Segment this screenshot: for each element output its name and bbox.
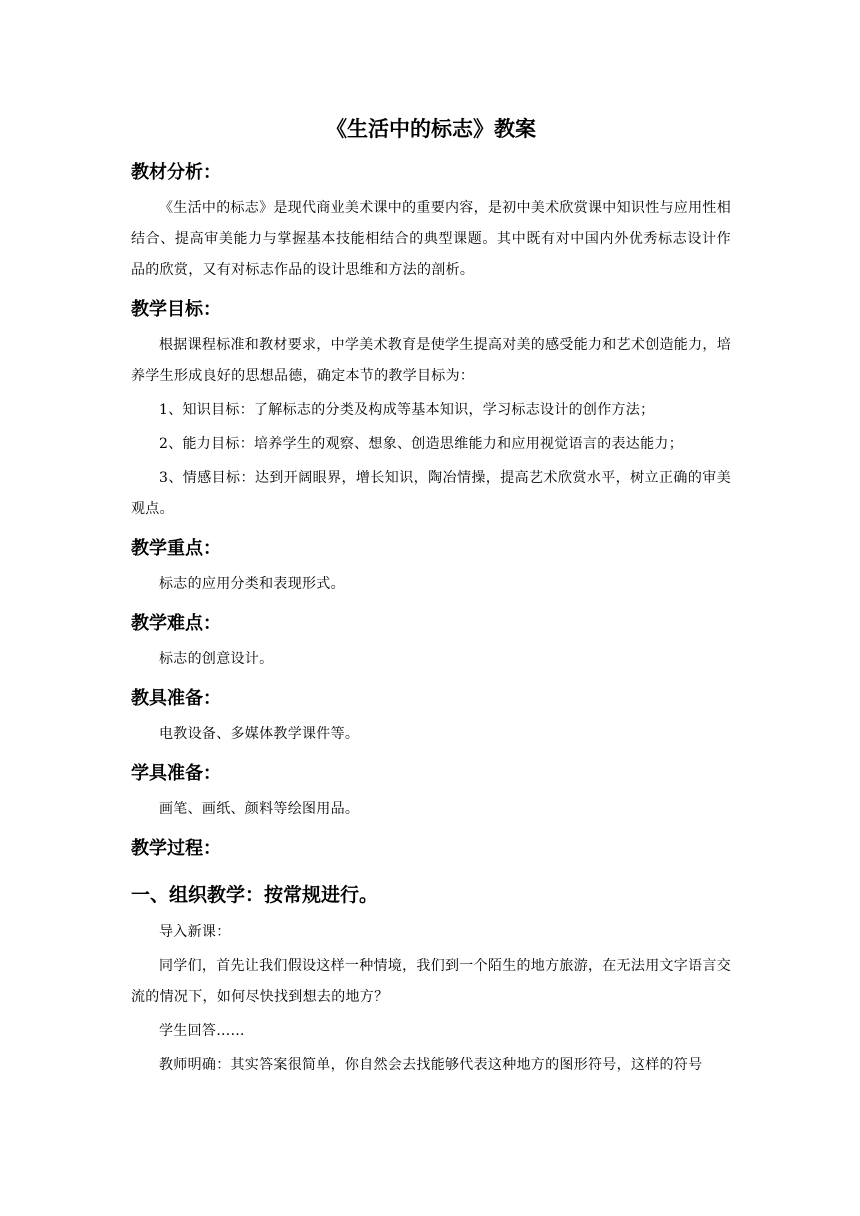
section-teaching-objectives xyxy=(131,290,731,525)
paragraph: 标志的应用分类和表现形式。 xyxy=(159,576,345,592)
paragraph: 画笔、画纸、颜料等绘图用品。 xyxy=(159,801,360,817)
paragraph: 3、情感目标：达到开阔眼界，增长知识，陶冶情操，提高艺术欣赏水平，树立正确的审美观点。 xyxy=(131,470,731,517)
paragraph: 同学们，首先让我们假设这样一种情境，我们到一个陌生的地方旅游，在无法用文字语言交流的情况下，如何尽快找到想去的地方？ xyxy=(131,958,731,1005)
paragraph: 学生回答…… xyxy=(159,1023,245,1039)
section-textbook-analysis xyxy=(131,153,731,286)
paragraph: 根据课程标准和教材要求，中学美术教育是使学生提高对美的感受能力和艺术创造能力，培养学生形成良好的思想品德，确定本节的教学目标为： xyxy=(131,337,731,384)
section-teaching-process xyxy=(131,829,731,869)
section-teaching-difficulty xyxy=(131,604,731,675)
paragraph: 教师明确：其实答案很简单，你自然会去找能够代表这种地方的图形符号，这样的符号 xyxy=(159,1057,703,1073)
section-heading: 学具准备： xyxy=(131,763,221,784)
paragraph: 标志的创意设计。 xyxy=(159,651,274,667)
section-heading: 教材分析： xyxy=(131,162,221,183)
section-teaching-aids xyxy=(131,679,731,750)
paragraph: 2、能力目标：培养学生的观察、想象、创造思维能力和应用视觉语言的表达能力； xyxy=(159,436,684,452)
paragraph: 导入新课： xyxy=(159,924,231,940)
section-heading: 教具准备： xyxy=(131,688,221,709)
paragraph: 1、知识目标：了解标志的分类及构成等基本知识，学习标志设计的创作方法； xyxy=(159,402,655,418)
section-student-materials xyxy=(131,754,731,825)
section-heading: 教学目标： xyxy=(131,299,221,320)
process-step-heading: 一、组织教学：按常规进行。 xyxy=(131,884,379,906)
document-title: 《生活中的标志》教案 xyxy=(326,117,536,141)
section-heading: 教学过程： xyxy=(131,838,221,859)
section-process-step-one xyxy=(131,873,731,1081)
paragraph: 电教设备、多媒体教学课件等。 xyxy=(159,726,360,742)
section-teaching-focus xyxy=(131,529,731,600)
section-heading: 教学难点： xyxy=(131,613,221,634)
section-heading: 教学重点： xyxy=(131,538,221,559)
document-content xyxy=(131,110,731,1085)
paragraph: 《生活中的标志》是现代商业美术课中的重要内容，是初中美术欣赏课中知识性与应用性相结合、提高审美能力与掌握基本技能相结合的典型课题。其中既有对中国内外优秀标志设计作品的欣赏，又有对标志作品的设计思维和方法的剖析。 xyxy=(131,200,731,278)
